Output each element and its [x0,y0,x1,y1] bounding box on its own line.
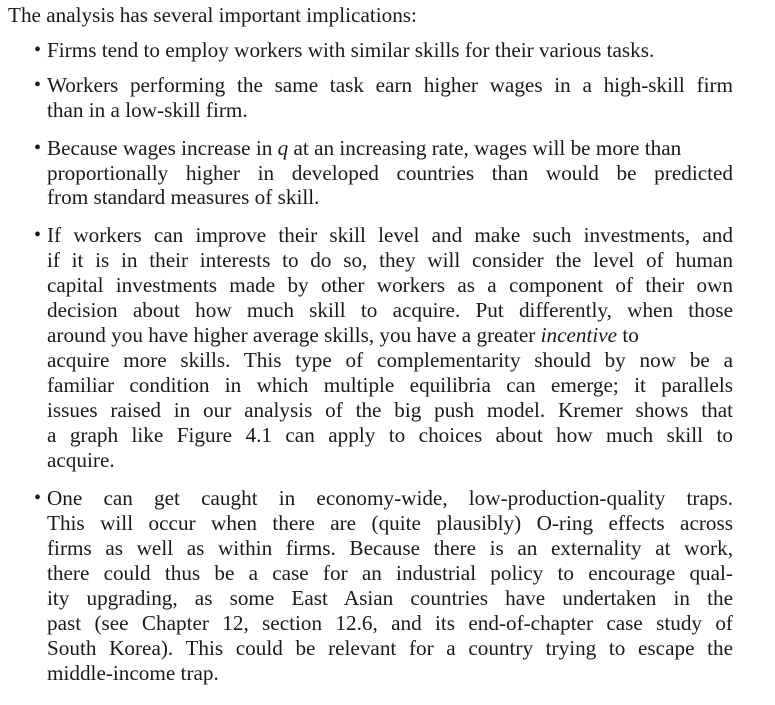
emphasis-incentive: incentive [540,323,618,347]
list-item-line: If workers can improve their skill level and make such investments, and [47,223,733,247]
variable-q: q [277,136,289,160]
bullet-icon: • [34,487,42,509]
bullet-icon: • [34,39,42,61]
text-run: at an increasing rate, wages will be more than [288,136,682,160]
list-item-line: proportionally higher in developed countries than would be predicted [47,161,733,185]
list-item-line: than in a low-skill firm. [47,98,248,122]
text-run: to [617,323,639,347]
list-item-line: familiar condition in which multiple equilibria can emerge; it parallels [47,373,733,397]
list-item-line [47,136,681,160]
list-item-line: Firms tend to employ workers with similar skills for their various tasks. [47,38,655,62]
intro-paragraph: The analysis has several important implications: [8,3,417,27]
list-item-line: from standard measures of skill. [47,185,320,209]
list-item-line: ity upgrading, as some East Asian countries have undertaken in the [47,586,733,610]
bullet-icon: • [34,137,42,159]
list-item-line: issues raised in our analysis of the big push model. Kremer shows that [47,398,733,422]
list-item-line: firms as well as within firms. Because there is an externality at work, [47,536,733,560]
list-item-line: if it is in their interests to do so, they will consider the level of human [47,248,733,272]
list-item-line: This will occur when there are (quite plausibly) O-ring effects across [47,511,733,535]
list-item-line: One can get caught in economy-wide, low-production-quality traps. [47,486,733,510]
list-item-line: acquire. [47,448,115,472]
list-item-line: decision about how much skill to acquire. Put differently, when those [47,298,733,322]
list-item-line: South Korea). This could be relevant for a country trying to escape the [47,636,733,660]
list-item-line: capital investments made by other workers as a component of their own [47,273,733,297]
bullet-icon: • [34,74,42,96]
text-run [47,323,639,347]
list-item-line: middle-income trap. [47,661,219,685]
text-run: Because wages increase in [47,136,278,160]
list-item-line: there could thus be a case for an industrial policy to encourage qual- [47,561,733,585]
list-item-line: acquire more skills. This type of complementarity should by now be a [47,348,733,372]
list-item-line: a graph like Figure 4.1 can apply to choices about how much skill to [47,423,733,447]
list-item-line [47,323,733,347]
list-item-line: past (see Chapter 12, section 12.6, and its end-of-chapter case study of [47,611,733,635]
text-run: around you have higher average skills, you have a greater [47,323,541,347]
list-item-line: Workers performing the same task earn higher wages in a high-skill firm [47,73,733,97]
bullet-icon: • [34,224,42,246]
